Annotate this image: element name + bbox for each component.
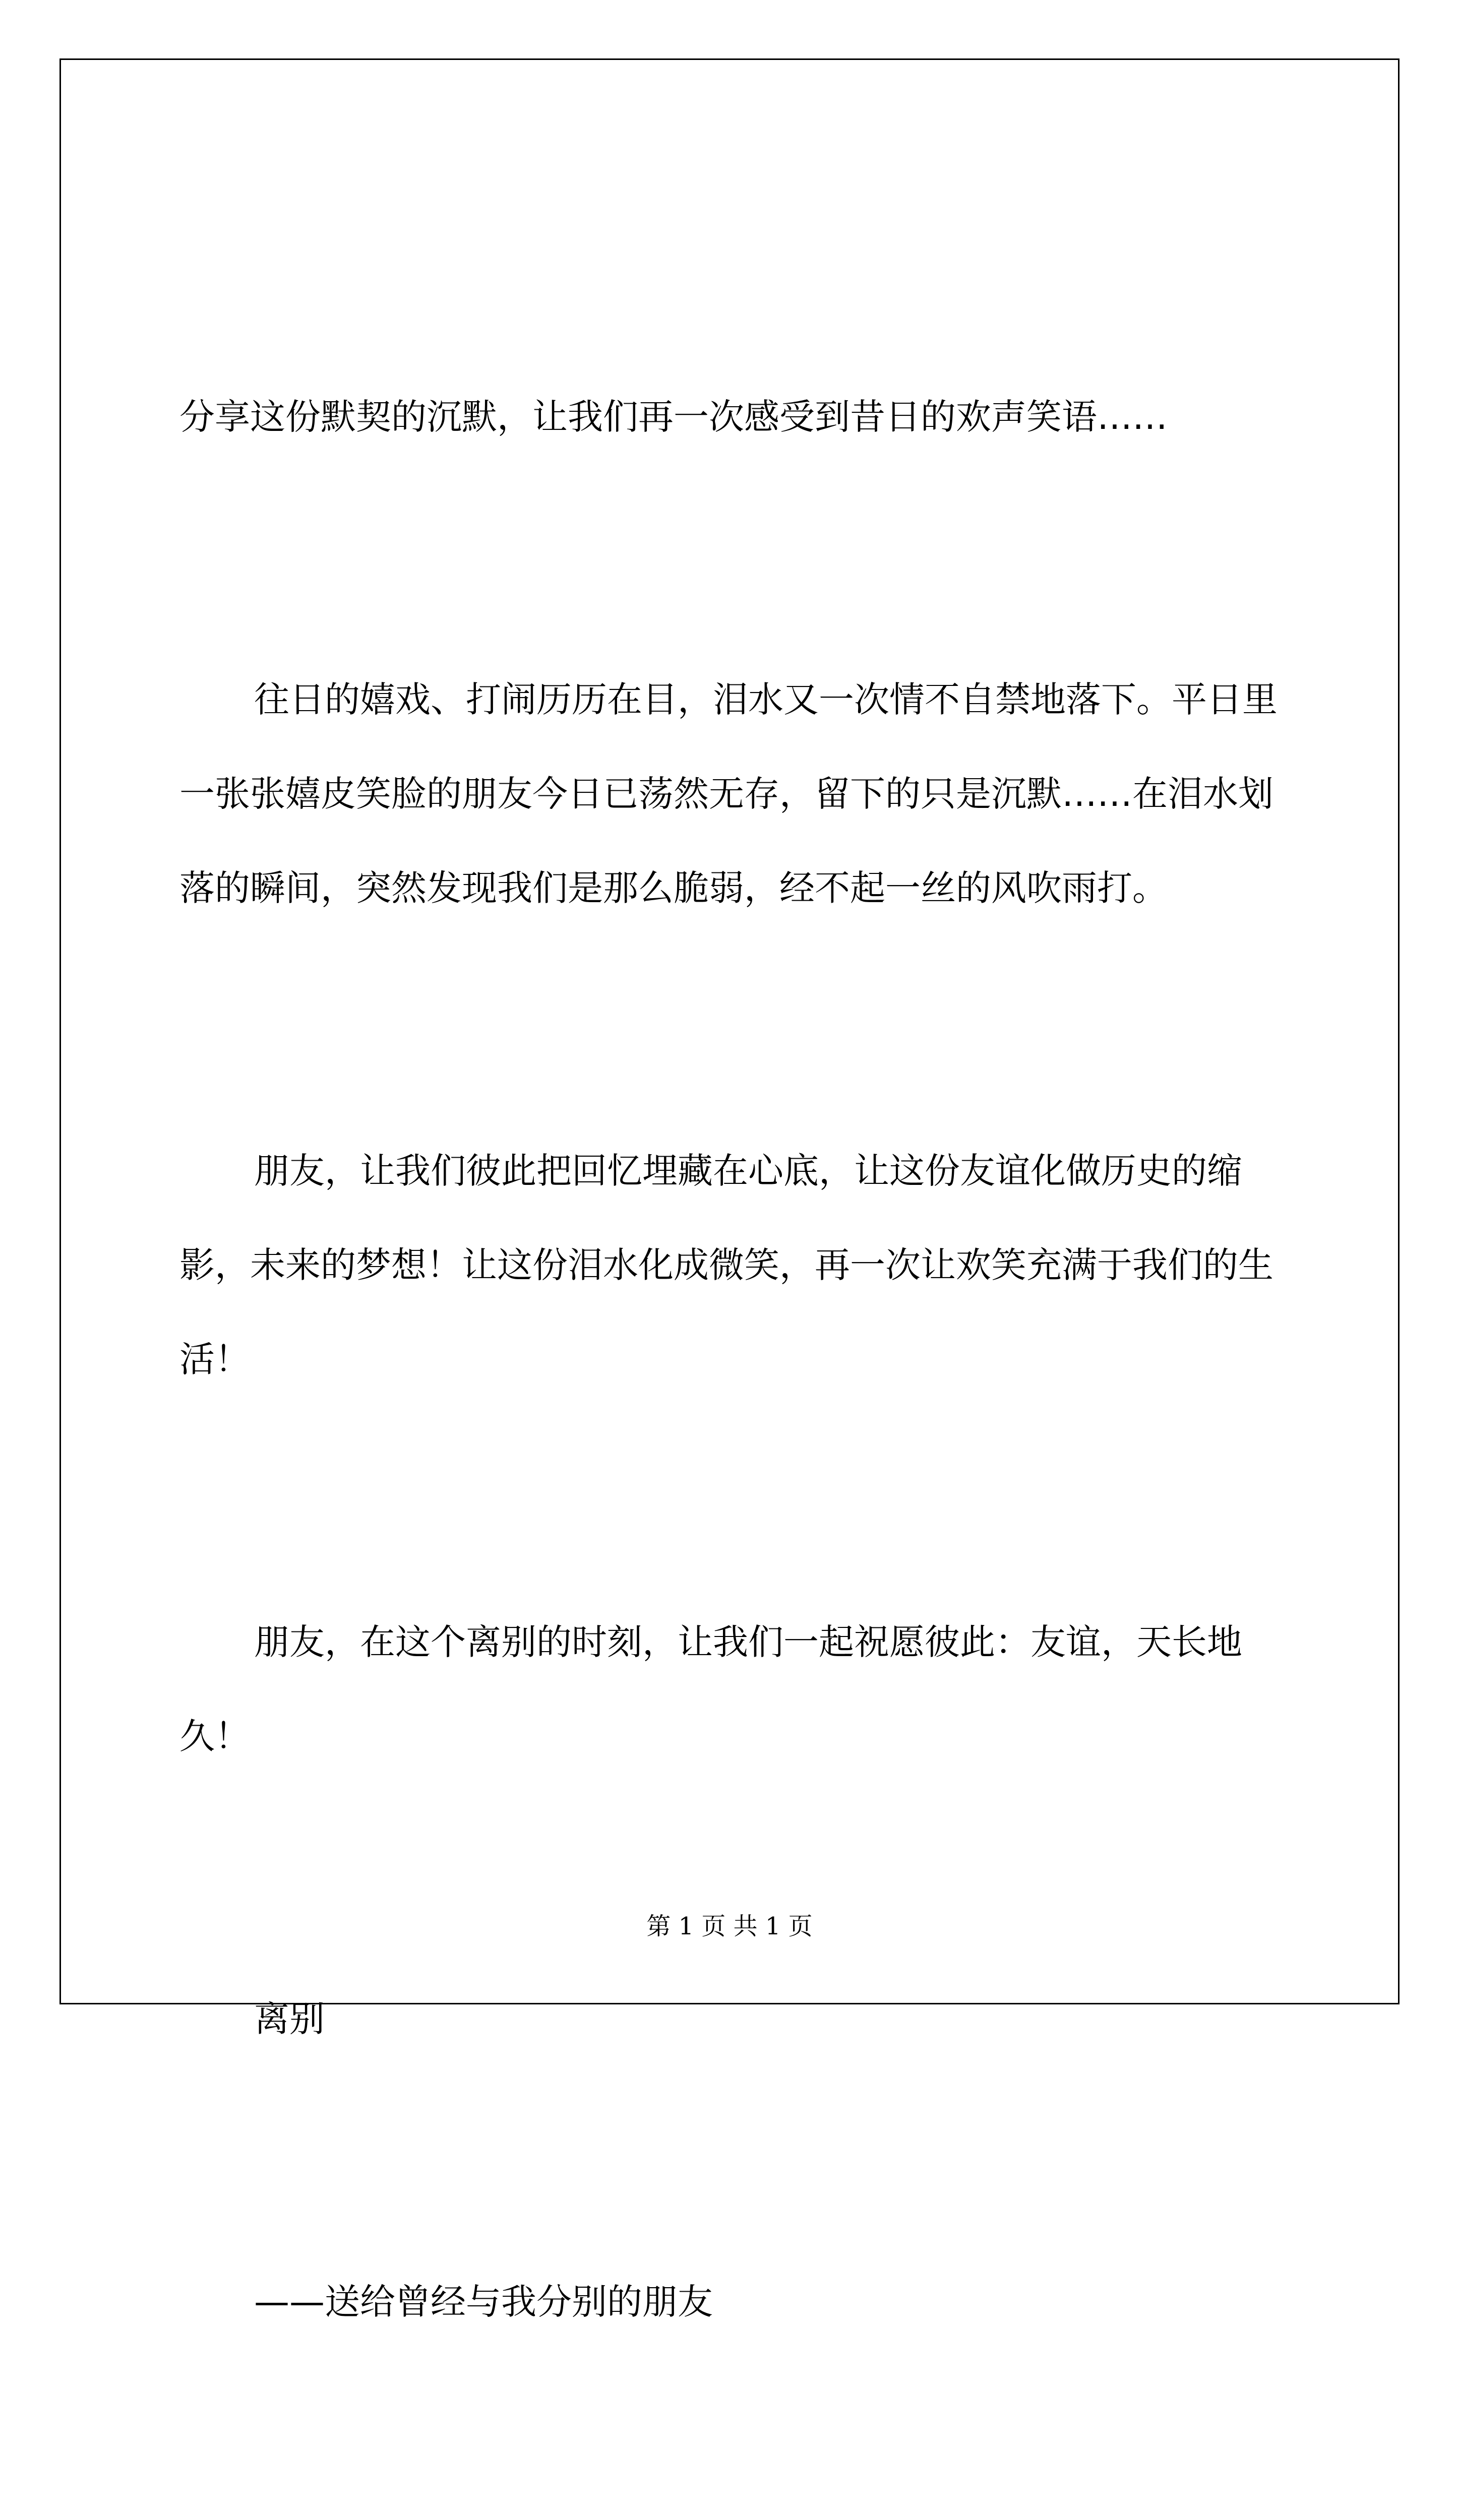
poem-subtitle: ——送给曾经与我分别的朋友 [254, 2281, 713, 2322]
paragraph-2: 往日的嬉戏、打闹历历在目，泪水又一次情不自禁地落下。平日里一张张嬉皮笑脸的朋友今日已荡然无存，留下的只是沉默……在泪水划落的瞬间，突然发现我们是那么脆弱，经不起一丝的风吹雨打。 [179, 679, 1278, 909]
paragraph-3: 朋友，让我们彼此把回忆埋藏在心底，让这份友谊化做历史的缩影，未来的梦想！让这份泪水化成微笑，再一次让欢笑充满于我们的生活！ [179, 1150, 1273, 1380]
paragraph-4: 朋友，在这个离别的时刻，让我们一起祝愿彼此：友谊，天长地久！ [179, 1621, 1242, 1757]
document-body [179, 181, 1284, 2520]
paragraph-1: 分享这份默契的沉默，让我们再一次感受到昔日的欢声笑语…… [179, 396, 1168, 437]
poem-title: 离别 [254, 1998, 325, 2040]
page-footer: 第 1 页 共 1 页 [646, 1912, 813, 1940]
